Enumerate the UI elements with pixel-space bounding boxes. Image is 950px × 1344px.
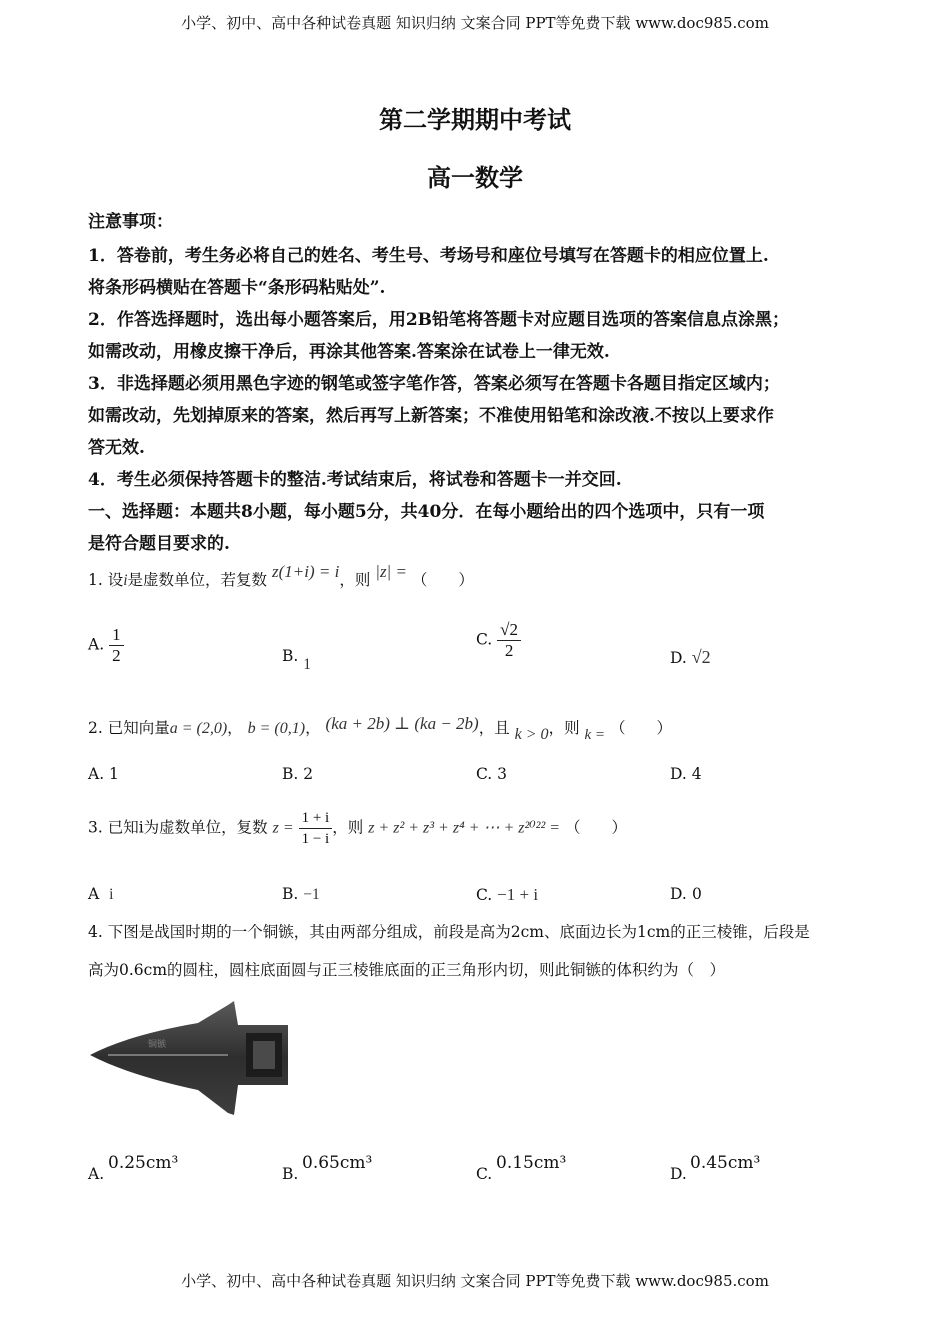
q4-option-c-label: C. (476, 1165, 493, 1183)
q4-option-b-value: 0.65cm³ (302, 1153, 373, 1173)
exam-title: 第二学期期中考试 (379, 105, 571, 134)
section-heading: 是符合题目要求的. (88, 534, 230, 554)
subject-title: 高一数学 (427, 163, 523, 192)
q3-option-d-value: 0 (692, 885, 702, 903)
q4-option-c-value: 0.15cm³ (496, 1153, 567, 1173)
q4-option-b-label: B. (282, 1165, 299, 1183)
q3-option-c: C. −1 + i (476, 885, 539, 904)
q1-option-a: A. $\frac{1}{2}$ (88, 625, 124, 666)
q1-option-d: D. √2 (670, 647, 711, 667)
question-2: 2. 已知向量a = (2,0)， b = (0,1)， (ka + 2b) ⊥ (ka − 2b)，且 k > 0，则 k = （ ） (88, 714, 672, 743)
arrowhead-label: 铜镞 (148, 1039, 167, 1049)
q4-option-a-label: A. (88, 1165, 105, 1183)
page-footer: 小学、初中、高中各种试卷真题 知识归纳 文案合同 PPT等免费下载 www.doc985.com (181, 1272, 769, 1290)
q4-option-d-value: 0.45cm³ (690, 1153, 761, 1173)
q2-option-a: A. 1 (88, 765, 119, 783)
q2-option-b: B. 2 (282, 765, 314, 783)
q4-option-a-value: 0.25cm³ (108, 1153, 179, 1173)
page-header: 小学、初中、高中各种试卷真题 知识归纳 文案合同 PPT等免费下载 www.doc985.com (181, 14, 769, 32)
q2-option-c: C. 3 (476, 765, 508, 783)
notice-line: 将条形码横贴在答题卡“条形码粘贴处”. (88, 278, 386, 298)
notice-line: 答无效. (88, 438, 145, 458)
question-3: 3. 已知i为虚数单位，复数 z = $\frac{1 + i}{1 - i}$ ，则 z + z² + z³ + z⁴ + ⋯ + z²⁰²² = （ ） (88, 810, 628, 847)
question-1: 1. 设i是虚数单位，若复数 z(1+i) = i，则 |z| = （ ） (88, 562, 474, 589)
notice-line: 2．作答选择题时，选出每小题答案后，用2B铅笔将答题卡对应题目选项的答案信息点涂黑； (88, 310, 790, 330)
notice-line: 如需改动，先划掉原来的答案，然后再写上新答案；不准使用铅笔和涂改液.不按以上要求作 (88, 406, 774, 426)
q4-option-d-label: D. (670, 1165, 687, 1183)
notice-line: 1．答卷前，考生务必将自己的姓名、考生号、考场号和座位号填写在答题卡的相应位置上. (88, 246, 769, 266)
notice-line: 如需改动，用橡皮擦干净后，再涂其他答案.答案涂在试卷上一律无效. (88, 342, 610, 362)
q1-option-c: C. $\frac{√2}{2}$ (476, 620, 521, 661)
question-4-line-2: 高为0.6cm的圆柱，圆柱底面圆与正三棱锥底面的正三角形内切，则此铜镞的体积约为（ ） (88, 961, 726, 979)
notice-line: 4．考生必须保持答题卡的整洁.考试结束后，将试卷和答题卡一并交回. (88, 470, 622, 490)
notice-heading: 注意事项： (88, 212, 173, 232)
bronze-arrowhead-image (88, 995, 293, 1120)
q3-option-b: B. −1 (282, 885, 320, 903)
section-heading: 一、选择题：本题共8小题，每小题5分，共40分．在每小题给出的四个选项中，只有一项 (88, 502, 765, 522)
q2-option-d: D. 4 (670, 765, 702, 783)
notice-line: 3．非选择题必须用黑色字迹的钢笔或签字笔作答，答案必须写在答题卡各题目指定区域内； (88, 374, 780, 394)
question-4-line-1: 4. 下图是战国时期的一个铜镞，其由两部分组成，前段是高为2cm、底面边长为1cm的正三棱锥，后段是 (88, 923, 810, 941)
q1-option-b: B. 1 (282, 647, 312, 673)
q3-option-a: A i (88, 885, 114, 903)
q3-option-d: D. (670, 885, 687, 903)
